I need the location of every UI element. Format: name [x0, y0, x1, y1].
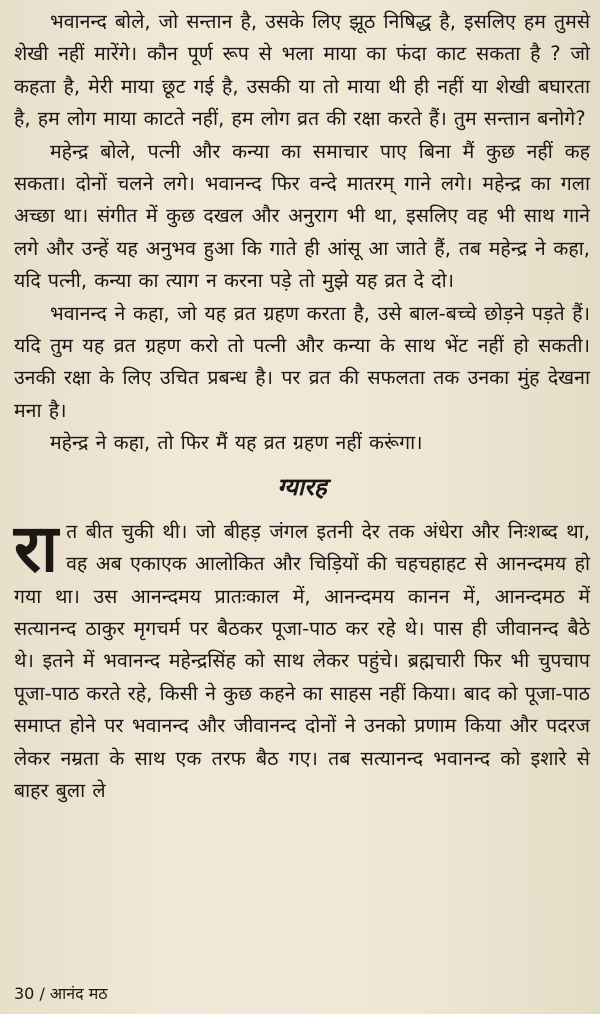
paragraph-4: महेन्द्र ने कहा, तो फिर मैं यह व्रत ग्रहण नहीं करूंगा।	[50, 431, 423, 455]
paragraph-3: भवानन्द ने कहा, जो यह व्रत ग्रहण करता है, उसे बाल-बच्चे छोड़ने पड़ते हैं। यदि तुम यह व्रत ग्रहण करो तो पत्नी और कन्या के साथ भेंट नहीं हो सकती। उनकी रक्षा के लिए उचित प्रबन्ध है। पर व्रत की सफलता तक उनका मुंह देखना मना है।	[14, 301, 590, 422]
chapter-opening-text: त बीत चुकी थी। जो बीहड़ जंगल इतनी देर तक अंधेरा और निःशब्द था, वह अब एकाएक आलोकित और चिड़ियों की चहचहाहट से आनन्दमय हो गया था। उस आनन्दमय प्रातःकाल में, आनन्दमय कानन में, आनन्दमठ में सत्यानन्द ठाकुर मृगचर्म पर बैठकर पूजा-पाठ कर रहे थे। पास ही जीवानन्द बैठे थे। इतने में भवानन्द महेन्द्रसिंह को साथ लेकर पहुंचे। ब्रह्मचारी फिर भी चुपचाप पूजा-पाठ करते रहे, किसी ने कुछ कहने का साहस नहीं किया। बाद को पूजा-पाठ समाप्त होने पर भवानन्द और जीवानन्द दोनों ने उनको प्रणाम किया और पदरज लेकर नम्रता के साथ एक तरफ बैठ गए। तब सत्यानन्द भवानन्द को इशारे से बाहर बुला ले	[14, 519, 590, 802]
page-footer: 30 / आनंद मठ	[14, 984, 108, 1003]
paragraph-2: महेन्द्र बोले, पत्नी और कन्या का समाचार पाए बिना मैं कुछ नहीं कह सकता। दोनों चलने लगे। भवानन्द फिर वन्दे मातरम् गाने लगे। महेन्द्र का गला अच्छा था। संगीत में कुछ दखल और अनुराग भी था, इसलिए वह भी साथ गाने लगे और उन्हें यह अनुभव हुआ कि गाते ही आंसू आ जाते हैं, तब महेन्द्र ने कहा, यदि पत्नी, कन्या का त्याग न करना पड़े तो मुझे यह व्रत दे दो।	[14, 139, 590, 293]
paragraph-1: भवानन्द बोले, जो सन्तान है, उसके लिए झूठ निषिद्ध है, इसलिए हम तुमसे शेखी नहीं मारेंगे। कौन पूर्ण रूप से भला माया का फंदा काट सकता है ? जो कहता है, मेरी माया छूट गई है, उसकी या तो माया थी ही नहीं या शेखी बघारता है, हम लोग माया काटते नहीं, हम लोग व्रत की रक्षा करते हैं। तुम सन्तान बनोगे?	[14, 10, 590, 131]
chapter-title: ग्यारह	[277, 472, 327, 501]
chapter-opening-paragraph	[14, 509, 590, 808]
drop-cap: रा	[14, 509, 59, 587]
